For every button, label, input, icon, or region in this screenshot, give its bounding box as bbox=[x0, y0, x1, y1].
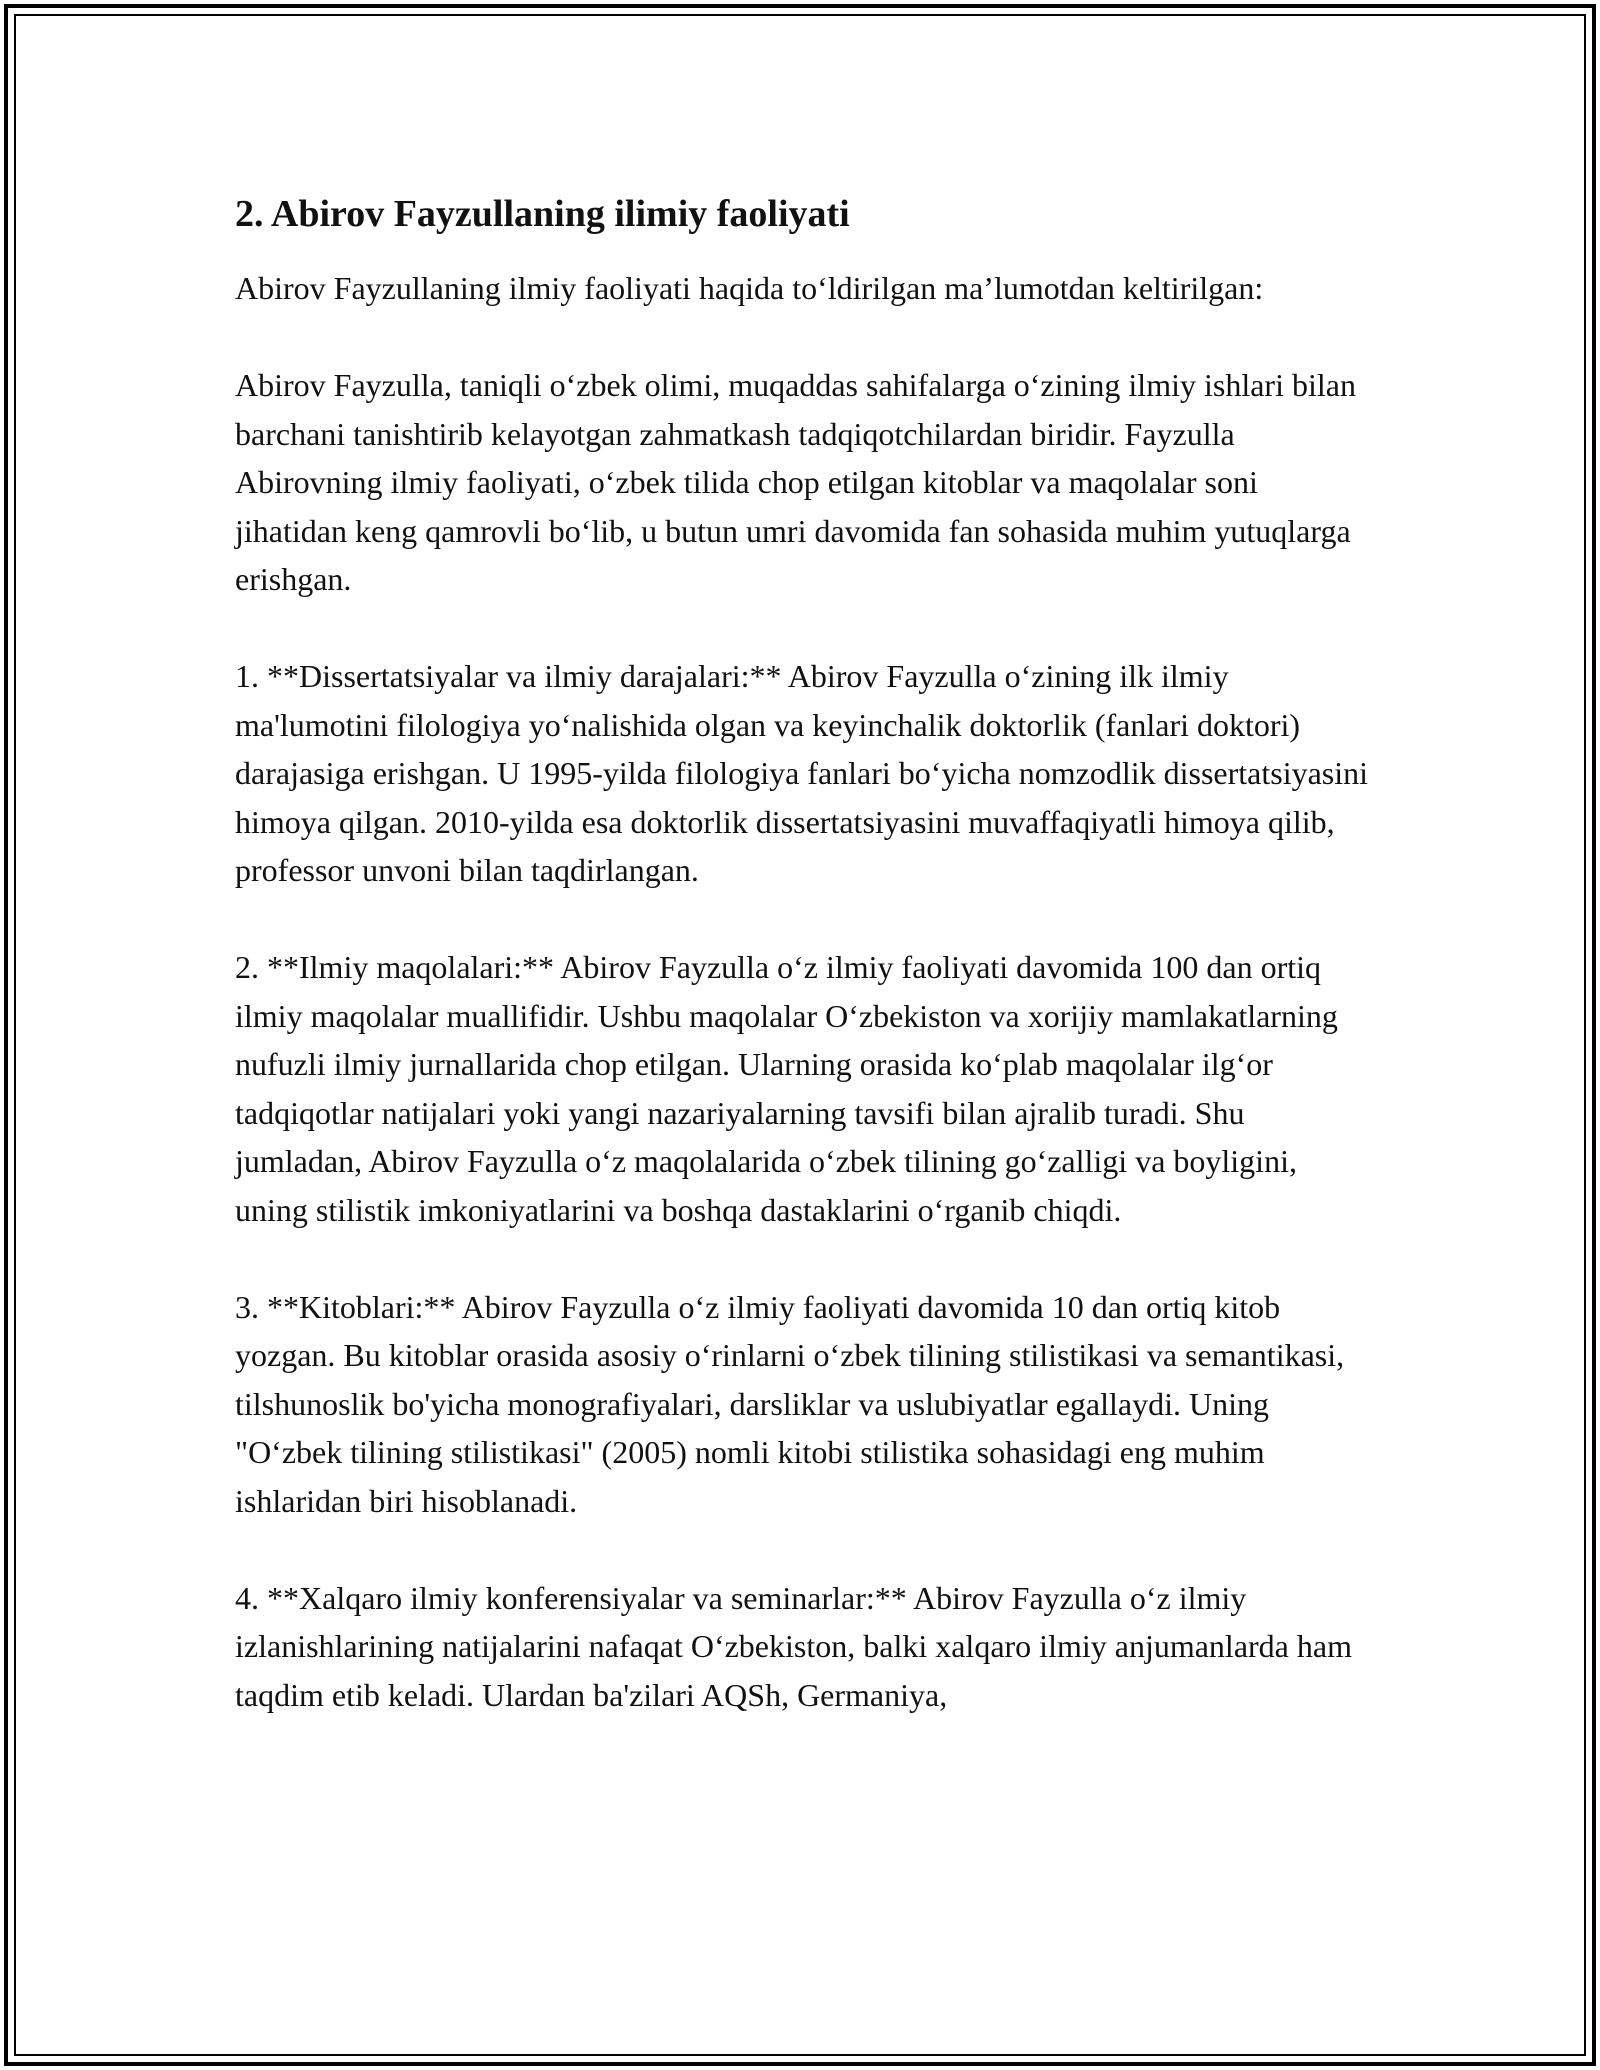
list-item-articles: 2. **Ilmiy maqolalari:** Abirov Fayzulla o‘z ilmiy faoliyati davomida 100 dan ortiq ilmiy maqolalar muallifidir. Ushbu maqolalar O‘zbekiston va xorijiy mamlakatlarning nufuzli ilmiy jurnallarida chop etilgan. Ularning orasida ko‘plab maqolalar ilg‘or tadqiqotlar natijalari yoki yangi nazariyalarning tavsifi bilan ajralib turadi. Shu jumladan, Abirov Fayzulla o‘z maqolalarida o‘zbek tilining go‘zalligi va boyligini, uning stilistik imkoniyatlarini va boshqa dastaklarini o‘rganib chiqdi. bbox=[235, 949, 1338, 1228]
section-heading: 2. Abirov Fayzullaning ilimiy faoliyati bbox=[235, 193, 850, 235]
intro-paragraph: Abirov Fayzullaning ilmiy faoliyati haqida to‘ldirilgan ma’lumotdan keltirilgan: bbox=[235, 270, 1264, 306]
list-item-dissertations: 1. **Dissertatsiyalar va ilmiy darajalari:** Abirov Fayzulla o‘zining ilk ilmiy ma'lumotini filologiya yo‘nalishida olgan va keyinchalik doktorlik (fanlari doktori) darajasiga erishgan. U 1995-yilda filologiya fanlari bo‘yicha nomzodlik dissertatsiyasini himoya qilgan. 2010-yilda esa doktorlik dissertatsiyasini muvaffaqiyatli himoya qilib, professor unvoni bilan taqdirlangan. bbox=[235, 658, 1369, 888]
overview-paragraph: Abirov Fayzulla, taniqli o‘zbek olimi, muqaddas sahifalarga o‘zining ilmiy ishlari bilan barchani tanishtirib kelayotgan zahmatkash tadqiqotchilardan biridir. Fayzulla Abirovning ilmiy faoliyati, o‘zbek tilida chop etilgan kitoblar va maqolalar soni jihatidan keng qamrovli bo‘lib, u butun umri davomida fan sohasida muhim yutuqlarga erishgan. bbox=[235, 367, 1356, 597]
list-item-books: 3. **Kitoblari:** Abirov Fayzulla o‘z ilmiy faoliyati davomida 10 dan ortiq kitob yozgan. Bu kitoblar orasida asosiy o‘rinlarni o‘zbek tilining stilistikasi va semantikasi, tilshunoslik bo'yicha monografiyalari, darsliklar va uslubiyatlar egallaydi. Uning "O‘zbek tilining stilistikasi" (2005) nomli kitobi stilistika sohasidagi eng muhim ishlaridan biri hisoblanadi. bbox=[235, 1288, 1345, 1519]
document-body bbox=[235, 190, 1370, 1768]
list-item-conferences: 4. **Xalqaro ilmiy konferensiyalar va seminarlar:** Abirov Fayzulla o‘z ilmiy izlanishlarining natijalarini nafaqat O‘zbekiston, balki xalqaro ilmiy anjumanlarda ham taqdim etib keladi. Ulardan ba'zilari AQSh, Germaniya, bbox=[235, 1579, 1352, 1713]
